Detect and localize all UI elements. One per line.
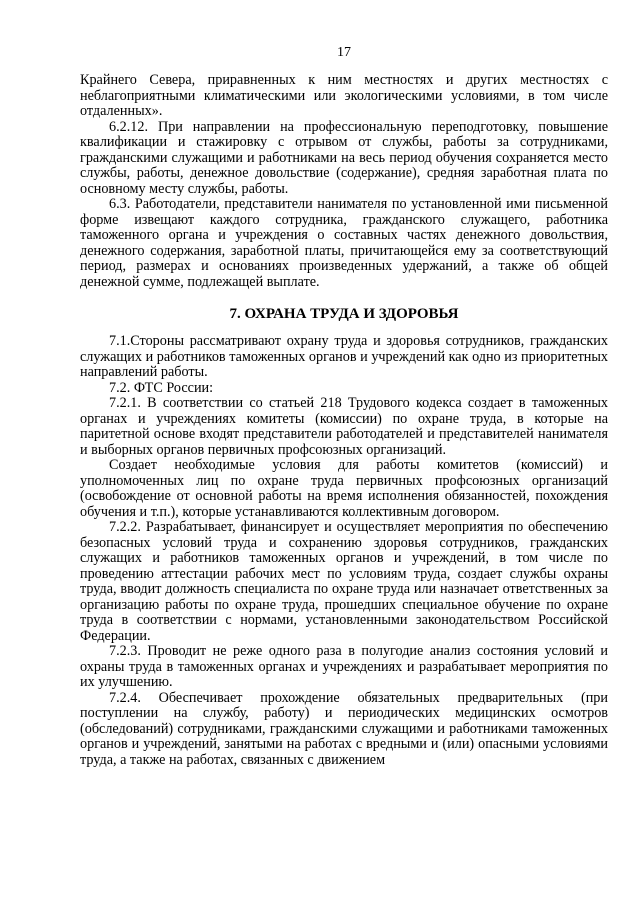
paragraph-7-2-1: 7.2.1. В соответствии со статьей 218 Трудового кодекса создает в таможенных органах и учреждениях комитеты (комиссии) по охране труда, в которые на паритетной основе входят представители работодателей и представителей нанимателя и выборных органов первичных профсоюзных организаций.	[80, 395, 608, 458]
paragraph-7-2-3: 7.2.3. Проводит не реже одного раза в полугодие анализ состояния условий и охраны труда в таможенных органах и учреждениях и разрабатывает мероприятия по их улучшению.	[80, 643, 608, 690]
paragraph-6-2-12: 6.2.12. При направлении на профессиональную переподготовку, повышение квалификации и стажировку с отрывом от службы, работы за сотрудниками, гражданскими служащими и работниками на весь период обучения сохраняется место службы, работы, денежное довольствие (содержание), средняя заработная плата по основному месту службы, работы.	[80, 118, 608, 197]
paragraph-continuation: Крайнего Севера, приравненных к ним местностях и других местностях с неблагоприятными климатическими или экологическими условиями, в том числе отдаленных».	[80, 72, 608, 119]
paragraph-7-1: 7.1.Стороны рассматривают охрану труда и здоровья сотрудников, гражданских служащих и работников таможенных органов и учреждений как одно из приоритетных направлений работы.	[80, 333, 608, 380]
paragraph-7-2-4: 7.2.4. Обеспечивает прохождение обязательных предварительных (при поступлении на службу, работу) и периодических медицинских осмотров (обследований) сотрудниками, гражданскими служащими и работниками таможенных органов и учреждений, занятыми на работах с вредными и (или) опасными условиями труда, а также на работах, связанных с движением	[80, 689, 608, 768]
paragraph-7-2: 7.2. ФТС России:	[109, 379, 214, 396]
page-number: 17	[337, 45, 351, 60]
document-page	[80, 44, 608, 768]
paragraph-7-2-2: 7.2.2. Разрабатывает, финансирует и осуществляет мероприятия по обеспечению безопасных условий труда и сохранению здоровья сотрудников, гражданских служащих и работников таможенных органов и учреждений, в том числе по проведению аттестации рабочих мест по условиям труда, создает службы охраны труда, вводит должность специалиста по охране труда или назначает ответственных за организацию работы по охране труда, прошедших специальное обучение по охране труда в соответствии с нормами, установленными законодательством Российской Федерации.	[80, 519, 608, 644]
section-heading: 7. ОХРАНА ТРУДА И ЗДОРОВЬЯ	[229, 306, 459, 322]
paragraph-6-3: 6.3. Работодатели, представители нанимателя по установленной ими письменной форме извещают каждого сотрудника, гражданского служащего, работника таможенного органа и учреждения о составных частях денежного довольствия, денежного содержания, заработной платы, причитающейся ему за соответствующий период, размерах и основаниях произведенных удержаний, а также об общей денежной сумме, подлежащей выплате.	[80, 196, 608, 290]
paragraph-7-2-1-continued: Создает необходимые условия для работы комитетов (комиссий) и уполномоченных лиц по охране труда первичных профсоюзных организаций (освобождение от основной работы на время исполнения обязанностей, похождения обучения и т.п.), которые устанавливаются коллективным договором.	[80, 457, 608, 520]
